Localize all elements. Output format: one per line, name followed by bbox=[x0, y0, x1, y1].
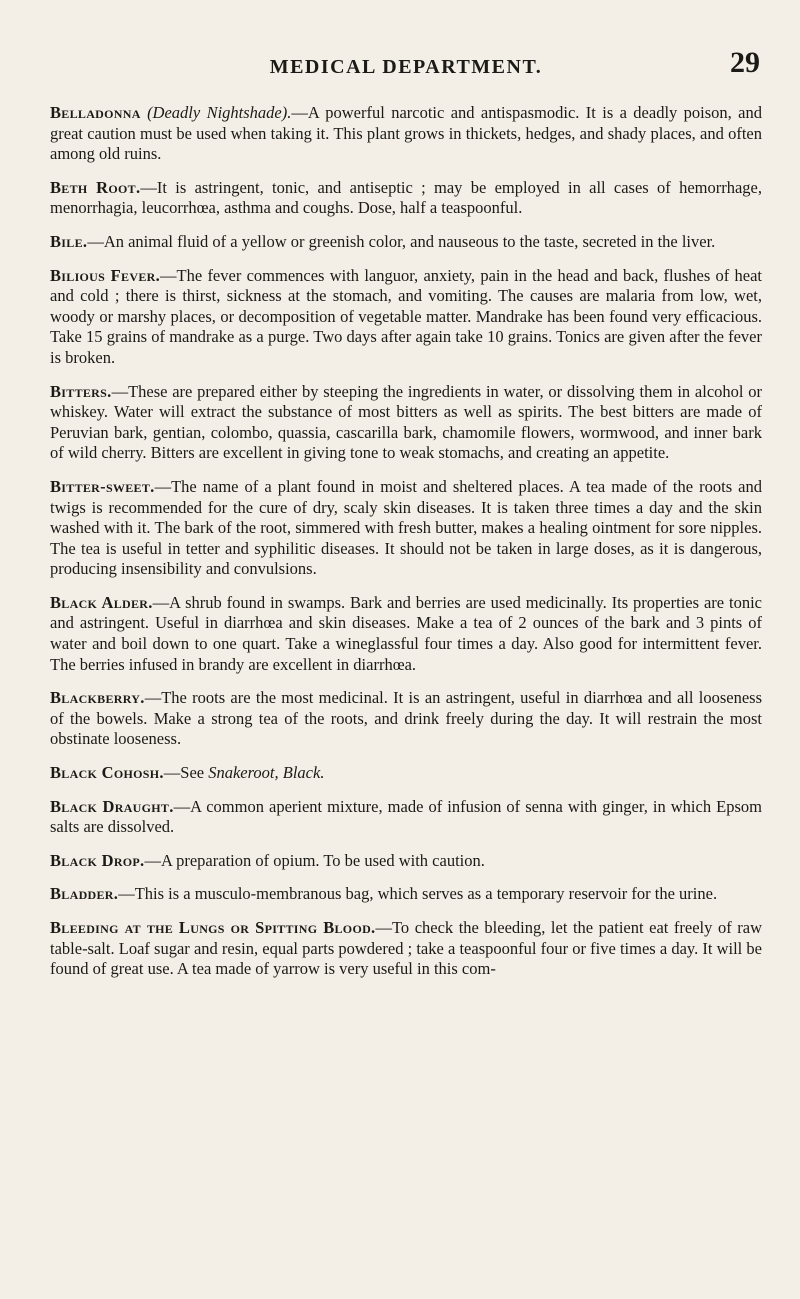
entry-beth-root bbox=[50, 178, 762, 219]
entry-headword: Bitters. bbox=[50, 381, 112, 401]
entry-headword: Blackberry. bbox=[50, 688, 145, 708]
entry-headword: Bladder. bbox=[50, 884, 119, 904]
entry-black-draught bbox=[50, 797, 762, 838]
entry-text: —This is a musculo-membranous bag, which serves as a temporary reservoir for the urine. bbox=[118, 884, 718, 904]
entry-text: —A powerful narcotic and antispasmodic. It is a deadly poison, and great caution must be used when taking it. This plant grows in thickets, hedges, and shady places, and often among old ruins. bbox=[50, 103, 762, 164]
entry-black-cohosh bbox=[50, 763, 762, 784]
entry-headword: Black Drop. bbox=[50, 850, 145, 870]
entry-text: —A common aperient mixture, made of infusion of senna with ginger, in which Epsom salts are dissolved. bbox=[50, 796, 762, 837]
entry-text: —The name of a plant found in moist and sheltered places. A tea made of the roots and twigs is recommended for the cure of dry, scaly skin diseases. It is taken three times a day and the skin washed with it. The bark of the root, simmered with fresh butter, makes a healing ointment for sore nipples. The tea is useful in tetter and syphilitic diseases. It should not be taken in large doses, as it is dangerous, producing insensibility and convulsions. bbox=[50, 476, 762, 579]
entry-bitters bbox=[50, 382, 762, 464]
entry-belladonna bbox=[50, 103, 762, 165]
entry-black-alder bbox=[50, 593, 762, 675]
entry-aside: (Deadly Nightshade). bbox=[147, 103, 292, 122]
entry-bile bbox=[50, 232, 762, 253]
entry-list bbox=[50, 103, 762, 993]
running-title: MEDICAL DEPARTMENT. bbox=[269, 56, 543, 78]
entry-text: —See bbox=[163, 763, 209, 783]
entry-text: —A shrub found in swamps. Bark and berries are used medicinally. Its properties are tonic and astringent. Useful in diarrhœa and skin diseases. Make a tea of 2 ounces of the bark and 3 pints of water and boil down to one quart. Take a wineglassful four times a day. Also good for intermittent fever. The berries infused in brandy are excellent in diarrhœa. bbox=[50, 592, 762, 674]
entry-headword: Black Draught. bbox=[50, 796, 174, 816]
entry-headword: Beth Root. bbox=[50, 177, 141, 197]
entry-text: —To check the bleeding, let the patient eat freely of raw table-salt. Loaf sugar and resin, equal parts powdered ; take a teaspoonful four or five times a day. It will be found of great use. A tea made of yarrow is very useful in this com- bbox=[50, 918, 762, 979]
entry-text: —The roots are the most medicinal. It is an astringent, useful in diarrhœa and all looseness of the bowels. Make a strong tea of the roots, and drink freely during the day. It will restrain the most obstinate looseness. bbox=[50, 688, 762, 749]
entry-blackberry bbox=[50, 688, 762, 750]
entry-headword: Bleeding at the Lungs or Spitting Blood. bbox=[50, 918, 376, 937]
entry-cross-reference: Snakeroot, Black. bbox=[208, 763, 325, 783]
entry-headword: Bilious Fever. bbox=[50, 265, 161, 285]
page-number: 29 bbox=[730, 46, 760, 79]
entry-text: —The fever commences with languor, anxiety, pain in the head and back, flushes of heat and cold ; there is thirst, sickness at the stomach, and vomiting. The causes are malaria from low, wet, woody or marshy places, or decomposition of vegetable matter. Mandrake has been found very efficacious. Take 15 grains of mandrake as a purge. Two days after again take 10 grains. Tonics are given after the fever is broken. bbox=[50, 265, 762, 367]
entry-black-drop bbox=[50, 851, 762, 872]
entry-text: —An animal fluid of a yellow or greenish color, and nauseous to the taste, secreted in the liver. bbox=[87, 231, 716, 251]
entry-bilious-fever bbox=[50, 266, 762, 369]
entry-text: —These are prepared either by steeping the ingredients in water, or dissolving them in alcohol or whiskey. Water will extract the substance of most bitters as well as spirits. The best bitters are made of Peruvian bark, gentian, colombo, quassia, cascarilla bark, chamomile flowers, wormwood, and inner bark of wild cherry. Bitters are excellent in giving tone to weak stomachs, and creating an appetite. bbox=[50, 381, 762, 463]
entry-bleeding-at-the-lungs bbox=[50, 918, 762, 980]
entry-bladder bbox=[50, 884, 762, 905]
entry-headword: Bile. bbox=[50, 231, 88, 251]
entry-text: —A preparation of opium. To be used with caution. bbox=[144, 850, 485, 870]
entry-text: —It is astringent, tonic, and antiseptic ; may be employed in all cases of hemorrhage, menorrhagia, leucorrhœa, asthma and coughs. Dose, half a teaspoonful. bbox=[50, 177, 762, 218]
entry-bitter-sweet bbox=[50, 477, 762, 580]
entry-headword: Belladonna bbox=[50, 103, 141, 122]
entry-headword: Black Cohosh. bbox=[50, 763, 164, 783]
running-head bbox=[50, 46, 762, 82]
entry-headword: Bitter-sweet. bbox=[50, 476, 155, 496]
entry-headword: Black Alder. bbox=[50, 592, 153, 612]
